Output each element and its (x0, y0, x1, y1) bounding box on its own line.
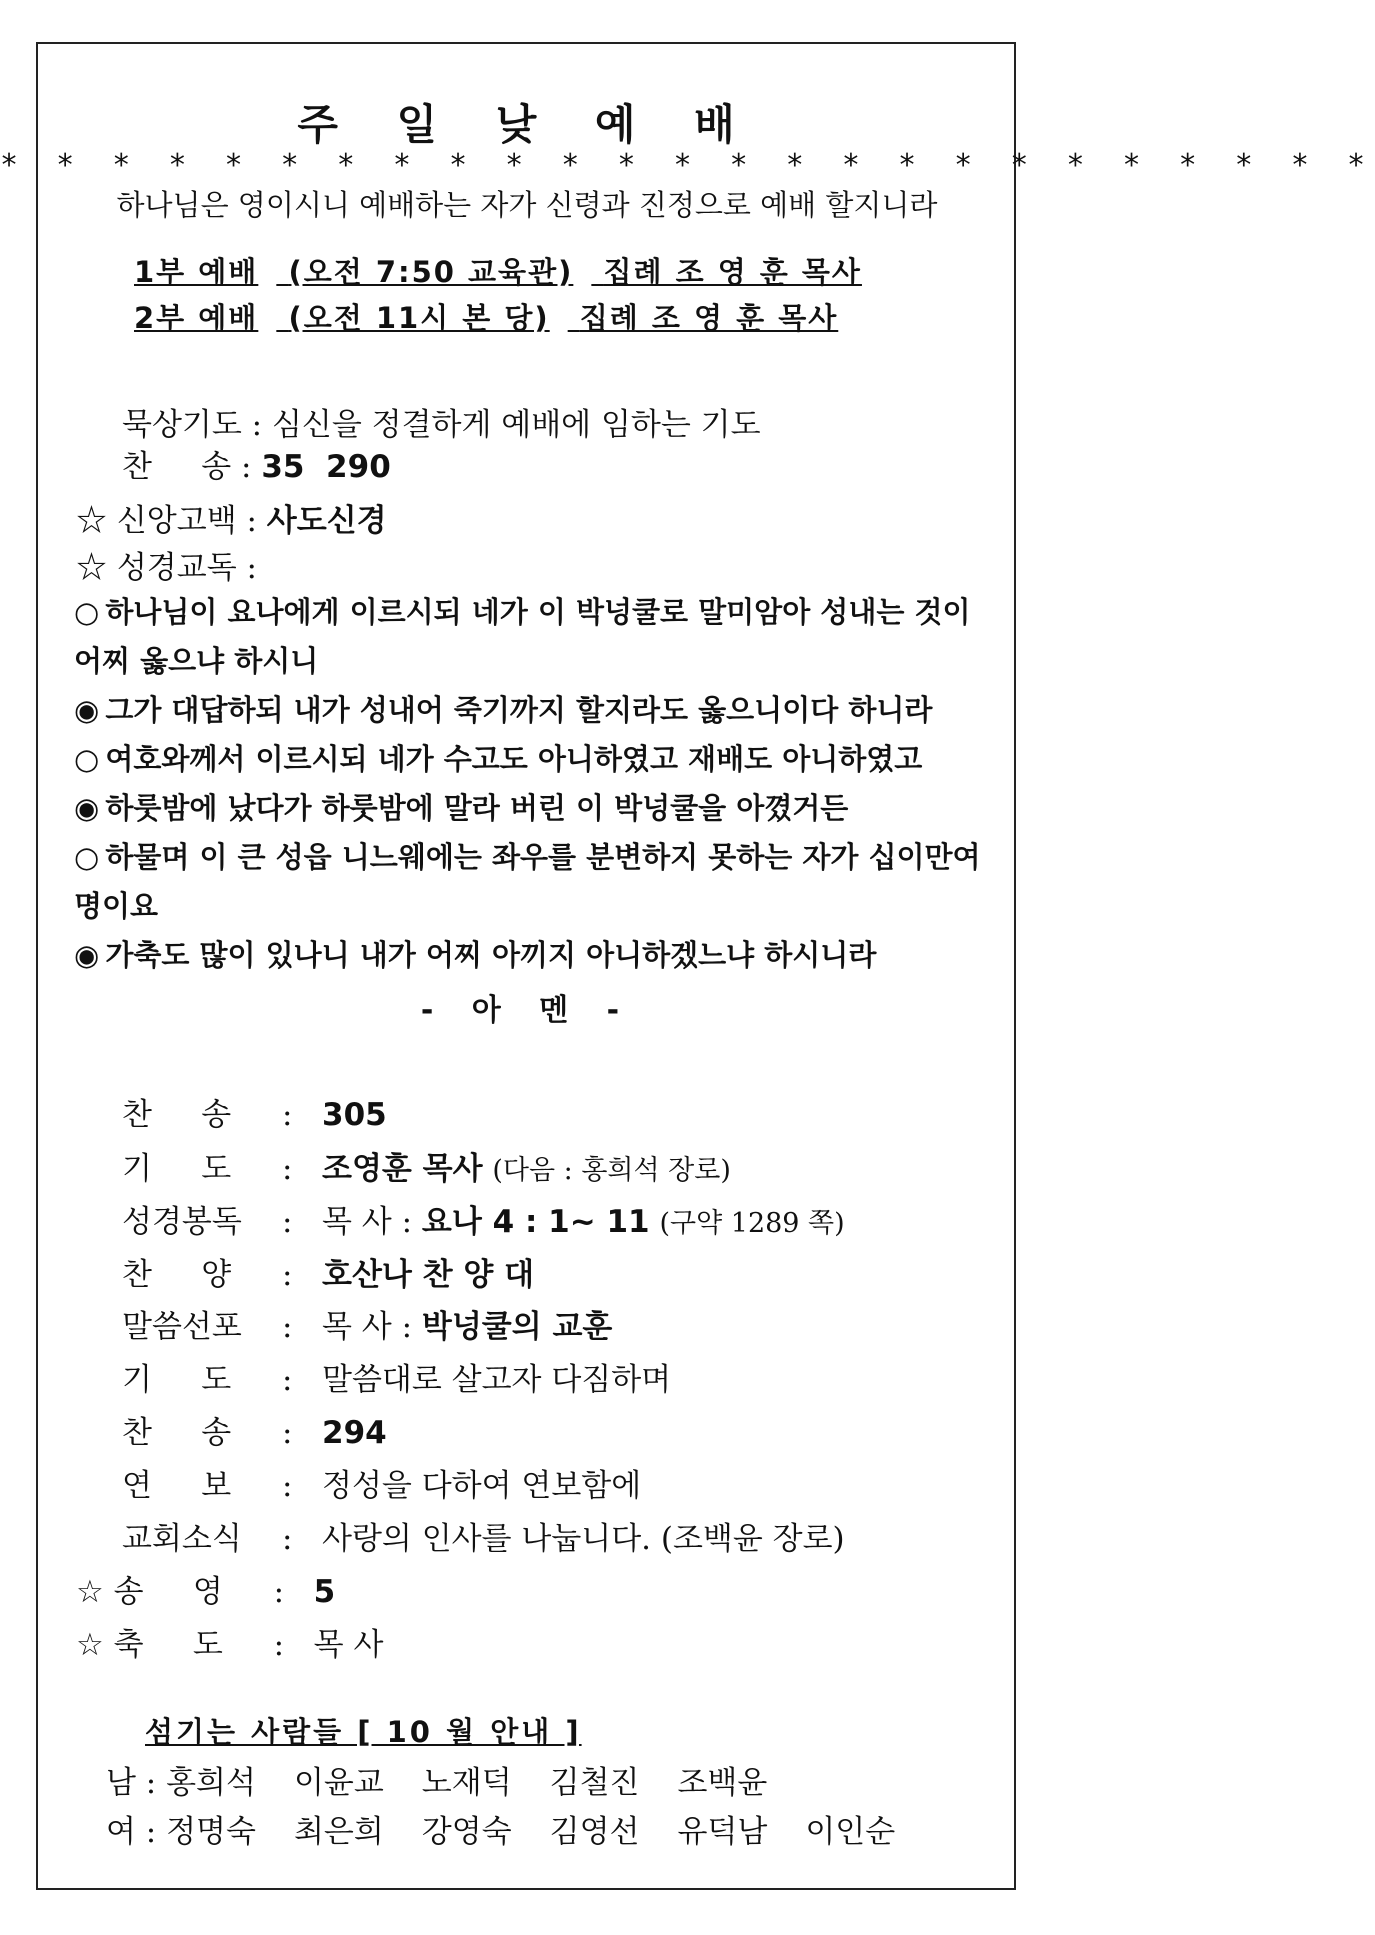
page-title: 주 일 낮 예 배 (297, 100, 757, 149)
order-row-doxology: ☆ 송 영 : 5 (76, 1566, 335, 1611)
creed-label: ☆ 신앙고백 : (76, 503, 257, 539)
opening-hymn-numbers: 35 290 (261, 449, 391, 485)
order-value: 305 (322, 1097, 387, 1133)
usher-name: 정명숙 (166, 1814, 256, 1850)
service-2 (134, 296, 838, 337)
usher-name: 조백윤 (677, 1765, 768, 1801)
order-text: 사랑의 인사를 나눕니다. (조백윤 장로) (322, 1521, 845, 1557)
order-prefix: 목 사 : (322, 1309, 422, 1345)
order-row-benediction: ☆ 축 도 : 목 사 (76, 1619, 383, 1664)
order-note: (구약 1289 쪽) (659, 1208, 845, 1239)
reading-line (74, 686, 984, 735)
silent-prayer-text: 심신을 정결하게 예배에 임하는 기도 (271, 407, 761, 443)
order-value: 요나 4 : 1~ 11 (421, 1204, 650, 1240)
reading-line (74, 588, 984, 686)
leader-mark: ○ (74, 840, 100, 874)
order-label: 말씀선포 (122, 1309, 242, 1345)
service-1 (134, 250, 862, 291)
ushers-men (106, 1757, 805, 1802)
motto: 하나님은 영이시니 예배하는 자가 신령과 진정으로 예배 할지니라 (116, 188, 938, 222)
congregation-mark: ◉ (74, 791, 100, 825)
creed-text: 사도신경 (266, 503, 387, 539)
order-row-sermon: 말씀선포 : 목 사 : 박넝쿨의 교훈 (122, 1301, 612, 1346)
star-mark: ☆ (76, 1627, 104, 1663)
usher-name: 유덕남 (677, 1814, 768, 1850)
creed-row (76, 495, 387, 540)
leader-mark: ○ (74, 595, 100, 629)
order-label: 송 영 (113, 1574, 223, 1610)
reading-text: 여호와께서 이르시되 네가 수고도 아니하였고 재배도 아니하였고 (105, 742, 923, 776)
ushers-women (106, 1806, 933, 1851)
order-text: 정성을 다하여 연보함에 (322, 1468, 642, 1504)
order-row-prayer-2: 기 도 : 말씀대로 살고자 다짐하며 (122, 1354, 671, 1399)
order-label: 교회소식 (122, 1521, 242, 1557)
order-value: 294 (322, 1415, 387, 1451)
reading-text: 그가 대답하되 내가 성내어 죽기까지 할지라도 옳으니이다 하니라 (105, 693, 933, 727)
star-divider: * * * * * * * * * * * * * * * * * * * * * * * * * (0, 148, 1375, 183)
service-leader: 집례 조 영 훈 목사 (579, 301, 839, 335)
reading-line (74, 784, 984, 833)
order-label: 성경봉독 (122, 1204, 242, 1240)
opening-hymn-label: 찬 송 : (122, 449, 252, 485)
service-time: (오전 7:50 교육관) (288, 255, 574, 289)
order-prefix: 목 사 : (322, 1204, 422, 1240)
reading-text: 하룻밤에 났다가 하룻밤에 말라 버린 이 박넝쿨을 아꼈거든 (105, 791, 849, 825)
order-value: 박넝쿨의 교훈 (421, 1309, 613, 1345)
service-time: (오전 11시 본 당) (288, 301, 550, 335)
usher-name: 최은희 (293, 1814, 384, 1850)
responsive-reading (74, 588, 984, 980)
reading-text: 하나님이 요나에게 이르시되 네가 이 박넝쿨로 말미암아 성내는 것이 어찌 옳으냐 하시니 (74, 595, 971, 678)
responsive-reading-label: ☆ 성경교독 : (76, 550, 257, 586)
star-mark: ☆ (76, 1574, 104, 1610)
order-row-prayer: 기 도 : 조영훈 목사 (다음 : 홍희석 장로) (122, 1143, 731, 1188)
congregation-mark: ◉ (74, 693, 100, 727)
order-row-hymn: 찬 송 : 305 (122, 1089, 387, 1134)
usher-name: 이윤교 (293, 1765, 384, 1801)
men-label: 남 : (106, 1765, 167, 1801)
ushers-heading: 섬기는 사람들 [ 10 월 안내 ] (145, 1715, 582, 1749)
usher-name: 김영선 (549, 1814, 640, 1850)
order-value: 조영훈 목사 (322, 1151, 483, 1187)
reading-text: 하물며 이 큰 성읍 니느웨에는 좌우를 분변하지 못하는 자가 십이만여 명이요 (74, 840, 981, 923)
opening-hymn-row (122, 441, 391, 486)
service-leader: 집례 조 영 훈 목사 (603, 255, 862, 289)
leader-mark: ○ (74, 742, 100, 776)
service-name: 2부 예배 (134, 301, 259, 335)
order-label: 기 도 (122, 1362, 232, 1398)
usher-name: 노재덕 (421, 1765, 512, 1801)
congregation-mark: ◉ (74, 938, 100, 972)
usher-name: 이인순 (805, 1814, 896, 1850)
service-name: 1부 예배 (134, 255, 259, 289)
order-row-offering: 연 보 : 정성을 다하여 연보함에 (122, 1460, 641, 1505)
order-text: 말씀대로 살고자 다짐하며 (322, 1362, 672, 1398)
amen: - 아 멘 - (420, 993, 634, 1028)
order-row-news: 교회소식 : 사랑의 인사를 나눕니다. (조백윤 장로) (122, 1513, 845, 1558)
order-label: 찬 송 (122, 1097, 232, 1133)
reading-line (74, 833, 984, 931)
usher-name: 김철진 (549, 1765, 640, 1801)
order-row-scripture: 성경봉독 : 목 사 : 요나 4 : 1~ 11 (구약 1289 쪽) (122, 1196, 845, 1241)
order-note: (다음 : 홍희석 장로) (492, 1155, 731, 1186)
order-value: 5 (313, 1574, 336, 1610)
order-row-hymn-2: 찬 송 : 294 (122, 1407, 387, 1452)
order-label: 연 보 (122, 1468, 232, 1504)
women-label: 여 : (106, 1814, 167, 1850)
usher-name: 강영숙 (421, 1814, 512, 1850)
silent-prayer-label: 묵상기도 : (122, 407, 263, 443)
order-value: 호산나 찬 양 대 (322, 1257, 535, 1293)
usher-name: 홍희석 (166, 1765, 256, 1801)
order-text: 목 사 (313, 1627, 384, 1663)
order-label: 기 도 (122, 1151, 232, 1187)
order-label: 찬 송 (122, 1415, 232, 1451)
reading-line (74, 931, 984, 980)
order-label: 축 도 (113, 1627, 223, 1663)
order-row-choir: 찬 양 : 호산나 찬 양 대 (122, 1249, 534, 1294)
order-label: 찬 양 (122, 1257, 232, 1293)
reading-text: 가축도 많이 있나니 내가 어찌 아끼지 아니하겠느냐 하시니라 (105, 938, 877, 972)
silent-prayer-row (122, 399, 761, 444)
reading-line (74, 735, 984, 784)
